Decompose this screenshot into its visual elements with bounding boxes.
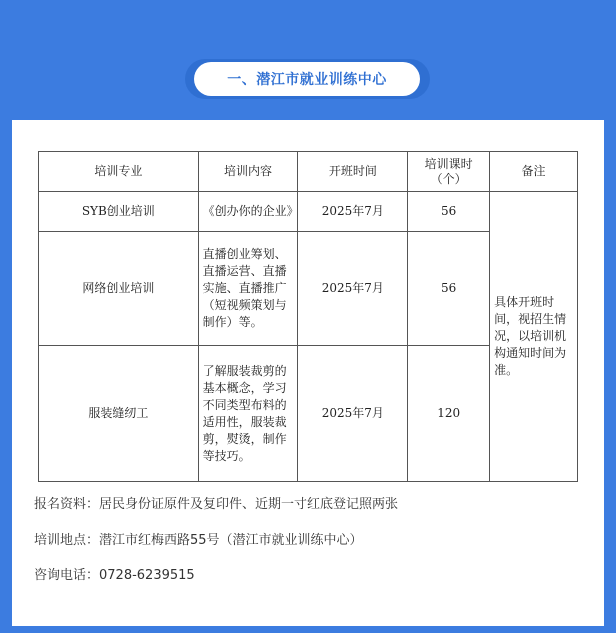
cell-hours: 56 — [408, 232, 490, 346]
header-start: 开班时间 — [298, 152, 408, 192]
cell-start: 2025年7月 — [298, 232, 408, 346]
table-header-row — [39, 152, 578, 192]
training-table — [38, 151, 578, 482]
header-major: 培训专业 — [39, 152, 199, 192]
cell-content: 直播创业筹划、直播运营、直播实施、直播推广（短视频策划与制作）等。 — [198, 232, 298, 346]
cell-start: 2025年7月 — [298, 192, 408, 232]
table-row — [39, 192, 578, 232]
header-content: 培训内容 — [198, 152, 298, 192]
cell-note: 具体开班时间，视招生情况，以培训机构通知时间为准。 — [490, 192, 578, 482]
training-table-wrap — [38, 151, 578, 482]
cell-content: 了解服装裁剪的基本概念，学习不同类型布料的适用性，服装裁剪，熨烫，制作等技巧。 — [198, 346, 298, 482]
content-card — [12, 120, 604, 626]
cell-content: 《创办你的企业》 — [198, 192, 298, 232]
materials-text: 报名资料：居民身份证原件及复印件、近期一寸红底登记照两张 — [34, 497, 399, 512]
header-note: 备注 — [490, 152, 578, 192]
section-title: 一、潜江市就业训练中心 — [194, 62, 420, 96]
cell-major: SYB创业培训 — [39, 192, 199, 232]
phone-text: 咨询电话：0728-6239515 — [34, 568, 195, 583]
cell-major: 服装缝纫工 — [39, 346, 199, 482]
cell-hours: 120 — [408, 346, 490, 482]
cell-hours: 56 — [408, 192, 490, 232]
location-text: 培训地点：潜江市红梅西路55号（潜江市就业训练中心） — [34, 533, 363, 548]
header-hours: 培训课时 （个） — [408, 152, 490, 192]
cell-start: 2025年7月 — [298, 346, 408, 482]
cell-major: 网络创业培训 — [39, 232, 199, 346]
